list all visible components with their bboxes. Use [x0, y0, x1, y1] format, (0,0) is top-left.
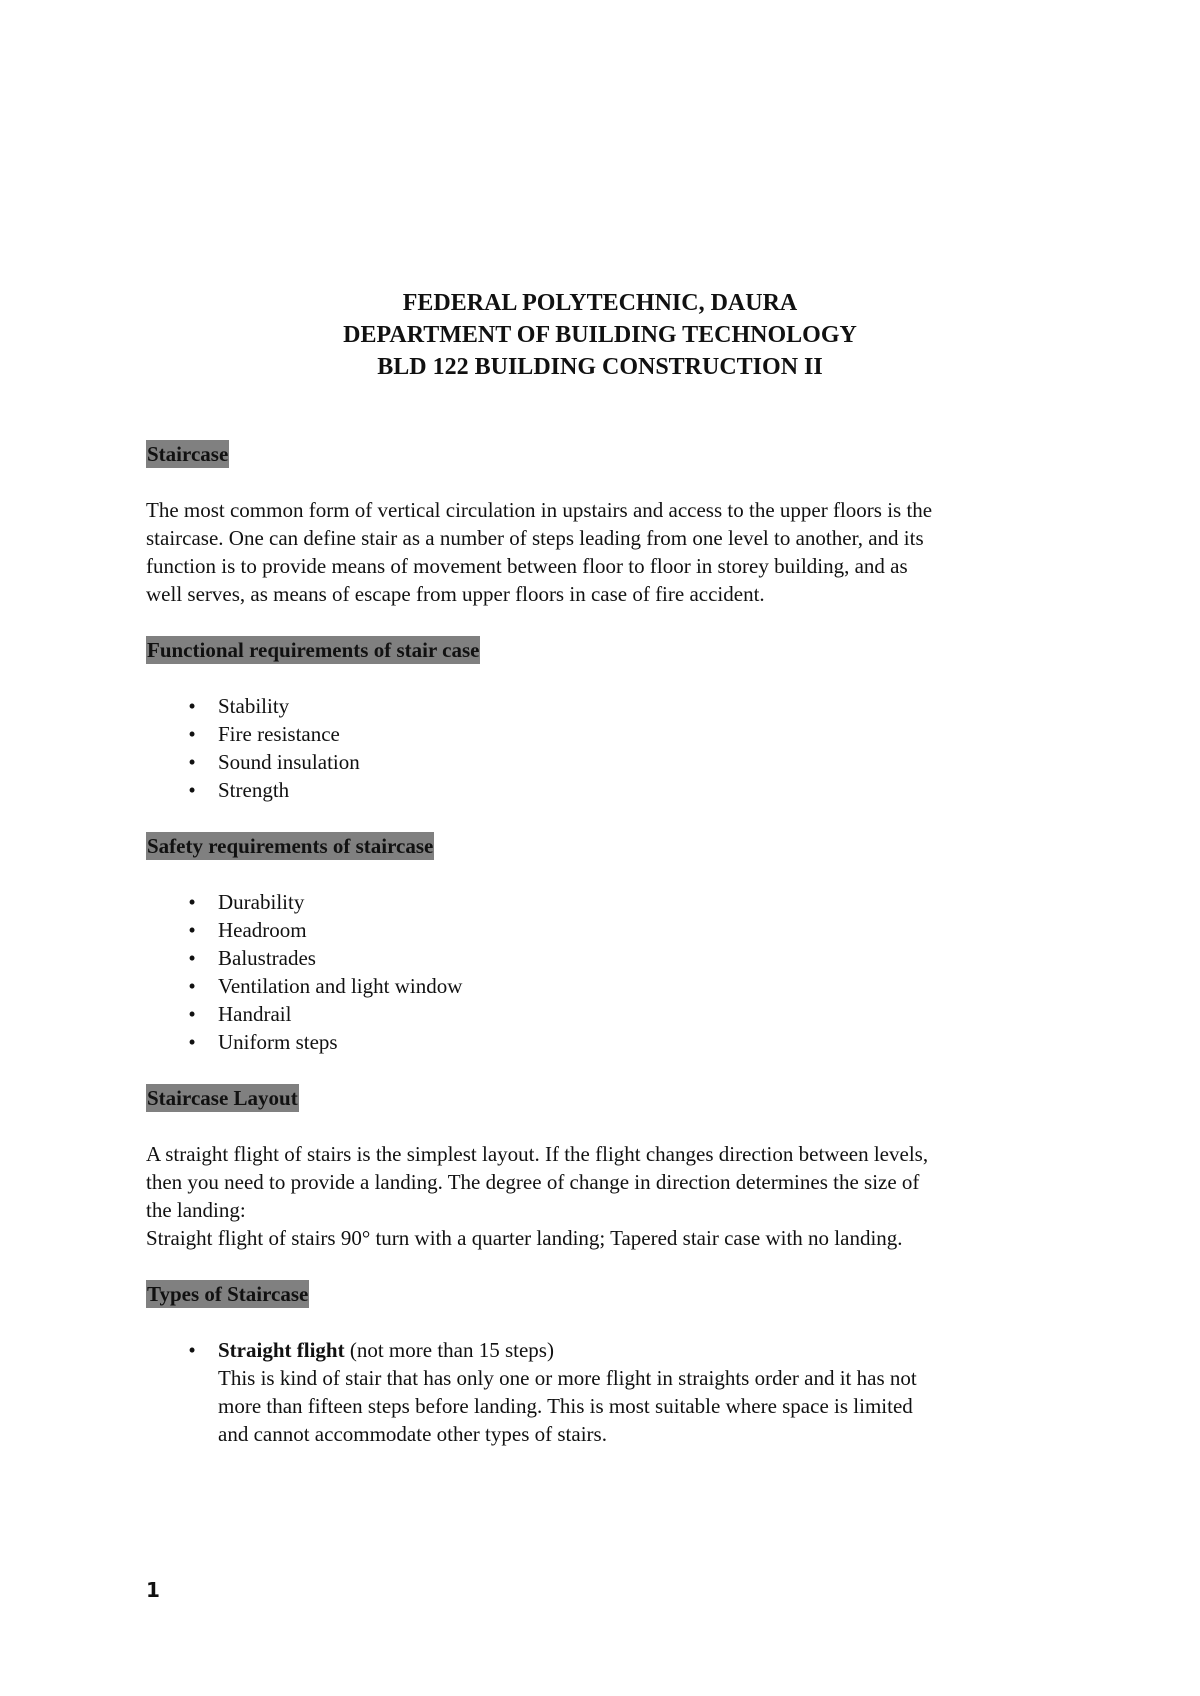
paragraph-line: function is to provide means of movement between floor to floor in storey building, and as — [146, 554, 908, 578]
section-heading: Types of Staircase — [147, 1282, 309, 1306]
list-item: • Sound insulation — [146, 748, 1066, 776]
section-types-of-staircase — [146, 1280, 1066, 1448]
paragraph-line: A straight flight of stairs is the simplest layout. If the flight changes direction between levels, — [146, 1142, 929, 1166]
list-item — [146, 1336, 1066, 1448]
bullet-icon: • — [188, 694, 196, 718]
type-term: Straight flight — [218, 1338, 345, 1362]
list-item: • Headroom — [146, 916, 1066, 944]
bullet-icon: • — [188, 974, 196, 998]
bullet-icon: • — [188, 1338, 196, 1362]
list-item: • Ventilation and light window — [146, 972, 1066, 1000]
list-item: • Stability — [146, 692, 1066, 720]
section-heading: Functional requirements of stair case — [147, 638, 480, 662]
department-name: DEPARTMENT OF BUILDING TECHNOLOGY — [343, 322, 857, 348]
list-item: • Balustrades — [146, 944, 1066, 972]
document-body — [146, 440, 1066, 1448]
bullet-icon: • — [188, 778, 196, 802]
page-number: 1 — [146, 1578, 160, 1602]
document-header — [0, 287, 1200, 383]
section-safety-requirements — [146, 832, 1066, 1056]
section-functional-requirements — [146, 636, 1066, 804]
paragraph-line: the landing: — [146, 1198, 246, 1222]
bullet-icon: • — [188, 946, 196, 970]
bullet-icon: • — [188, 750, 196, 774]
list-item: • Uniform steps — [146, 1028, 1066, 1056]
bullet-icon: • — [188, 1002, 196, 1026]
list-item: • Handrail — [146, 1000, 1066, 1028]
list-item: • Durability — [146, 888, 1066, 916]
section-heading: Staircase — [147, 442, 229, 466]
section-staircase — [146, 440, 1066, 608]
list-item: • Strength — [146, 776, 1066, 804]
type-description-line: This is kind of stair that has only one or more flight in straights order and it has not — [218, 1366, 917, 1390]
bullet-icon: • — [188, 722, 196, 746]
paragraph-line: Straight flight of stairs 90° turn with a quarter landing; Tapered stair case with no landing. — [146, 1226, 903, 1250]
type-description-line: and cannot accommodate other types of stairs. — [218, 1422, 607, 1446]
institution-name: FEDERAL POLYTECHNIC, DAURA — [402, 290, 798, 316]
type-description-line: more than fifteen steps before landing. This is most suitable where space is limited — [218, 1394, 913, 1418]
course-title: BLD 122 BUILDING CONSTRUCTION II — [377, 354, 823, 380]
paragraph-line: staircase. One can define stair as a number of steps leading from one level to another, and its — [146, 526, 924, 550]
paragraph-line: well serves, as means of escape from upper floors in case of fire accident. — [146, 582, 765, 606]
section-staircase-layout — [146, 1084, 1066, 1252]
section-heading: Staircase Layout — [147, 1086, 298, 1110]
section-heading: Safety requirements of staircase — [147, 834, 434, 858]
bullet-icon: • — [188, 1030, 196, 1054]
bullet-icon: • — [188, 890, 196, 914]
staircase-types-list — [146, 1336, 1066, 1448]
type-note: (not more than 15 steps) — [344, 1338, 554, 1362]
safety-requirements-list — [146, 888, 1066, 1056]
functional-requirements-list — [146, 692, 1066, 804]
paragraph-line: then you need to provide a landing. The degree of change in direction determines the size of — [146, 1170, 920, 1194]
bullet-icon: • — [188, 918, 196, 942]
paragraph-line: The most common form of vertical circulation in upstairs and access to the upper floors is the — [146, 498, 933, 522]
list-item: • Fire resistance — [146, 720, 1066, 748]
